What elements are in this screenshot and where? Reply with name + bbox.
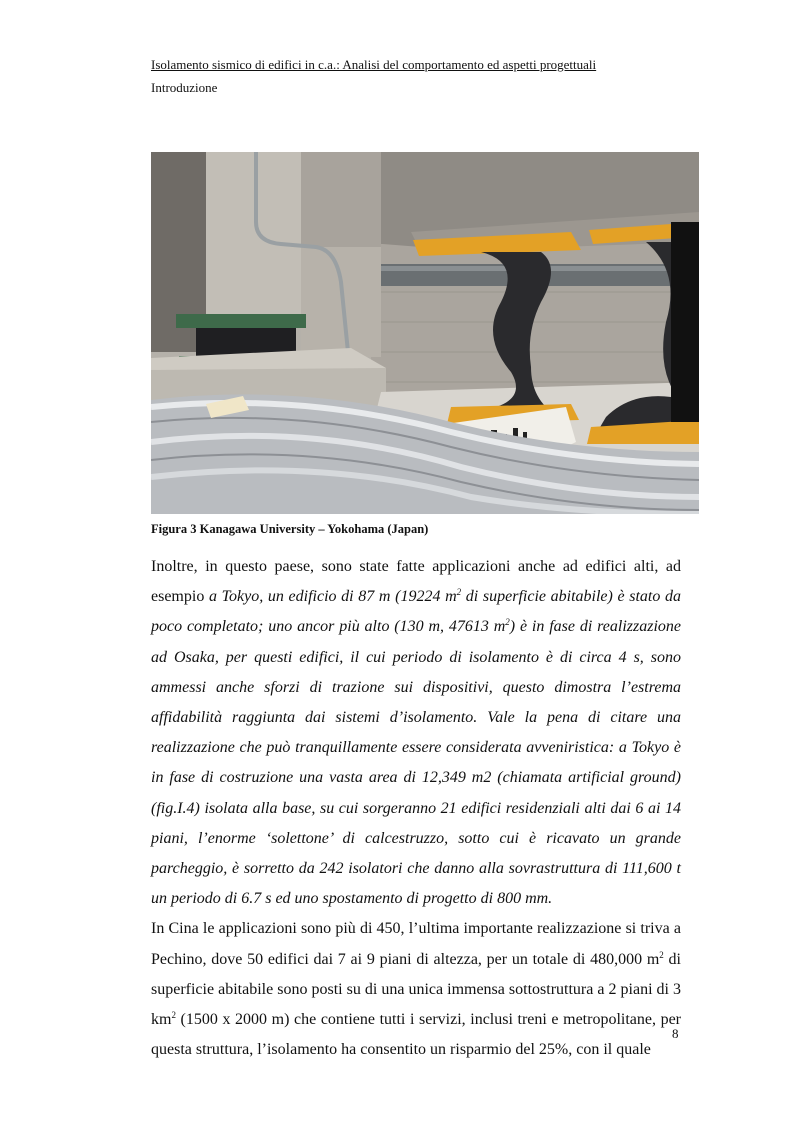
running-header-section: Introduzione xyxy=(151,80,218,95)
superscript: 2 xyxy=(456,587,462,598)
text-span: di superficie abitabile sono posti su di una unica immensa sottostruttura a 2 piani di 3 km xyxy=(151,950,681,1029)
text-span: a Tokyo, un edificio di 87 m (19224 m xyxy=(208,588,457,606)
paragraph-china xyxy=(151,914,681,1065)
superscript: 2 xyxy=(505,617,510,628)
text-span: di superficie abitabile) è stato da poco completato; uno ancor più alto (130 m, 47613 m xyxy=(151,588,682,636)
paragraph-italic-text xyxy=(151,588,681,907)
text-span: (1500 x 2000 m) che contiene tutti i servizi, inclusi treni e metropolitane, per questa struttura, l’isolamento ha consentito un risparmio del 25%, con il quale xyxy=(151,1011,681,1059)
body-text xyxy=(151,552,681,1065)
figure-caption: Figura 3 Kanagawa University – Yokohama (Japan) xyxy=(151,522,429,536)
running-header-title: Isolamento sismico di edifici in c.a.: Analisi del comportamento ed aspetti progettuali xyxy=(151,57,597,72)
text-span: ) è in fase di realizzazione ad Osaka, per questi edifici, il cui periodo di isolamento è di circa 4 s, sono ammessi anche sforzi di trazione sui dispositivi, questo dimostra l’estrema affidabilità raggiunta dai sistemi d’isolamento. Vale la pena di citare una realizzazione che può tranquillamente essere considerata avveniristica: a Tokyo è in fase di costruzione una vasta area di 12,349 m2 (chiamata artificial ground) (fig.I.4) isolata alla base, su cui sorgeranno 21 edifici residenziali alti dai 6 ai 14 piani, l’enorme ‘solettone’ di calcestruzzo, sotto cui è ricavato un grande parcheggio, è sorretto da 242 isolatori che danno alla sovrastruttura di 111,600 t un periodo di 6.7 s ed uno spostamento di progetto di 800 mm. xyxy=(151,618,681,908)
paragraph-japan xyxy=(151,552,681,914)
paragraph-text: Inoltre, in questo paese, sono state fatte applicazioni anche ad edifici alti, ad esempio xyxy=(151,558,681,606)
figure-photo-seismic-isolators xyxy=(151,152,699,514)
superscript: 2 xyxy=(171,1010,176,1021)
superscript: 2 xyxy=(659,949,664,960)
page-number: 8 xyxy=(672,1026,679,1041)
text-span: In Cina le applicazioni sono più di 450, l’ultima importante realizzazione si triva a Pechino, dove 50 edifici dai 7 ai 9 piani di altezza, per un totale di 480,000 m xyxy=(151,920,681,968)
